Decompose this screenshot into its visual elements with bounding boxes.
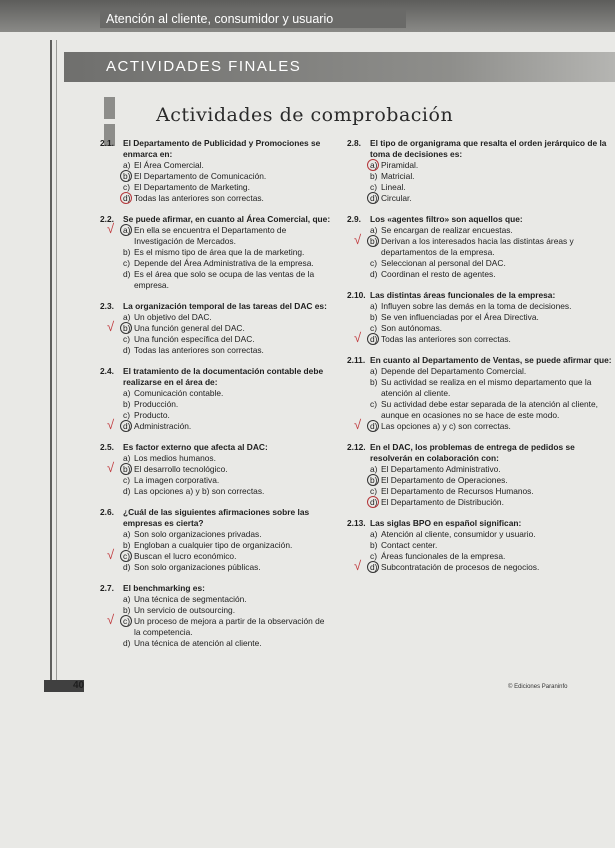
question-number: 2.13. — [347, 518, 366, 528]
question-number: 2.5. — [100, 442, 114, 452]
option-text: Áreas funcionales de la empresa. — [381, 551, 506, 561]
option-letter: a) — [123, 594, 131, 604]
answer-option — [107, 221, 332, 247]
option-text: Depende del Departamento Comercial. — [381, 366, 527, 376]
option-text: Matricial. — [381, 171, 415, 181]
option-letter: c) — [370, 258, 377, 268]
option-text: Es el área que solo se ocupa de las ventas de la empresa. — [134, 269, 315, 290]
question-text: El Departamento de Publicidad y Promociones se enmarca en: — [123, 138, 321, 159]
question-text: En cuanto al Departamento de Ventas, se puede afirmar que: — [370, 355, 612, 365]
option-text: Todas las anteriores son correctas. — [134, 345, 264, 355]
question-header — [347, 355, 612, 366]
option-text: La imagen corporativa. — [134, 475, 220, 485]
answer-option — [123, 540, 332, 551]
option-text: Todas las anteriores son correctas. — [381, 334, 511, 344]
option-letter: b) — [123, 399, 131, 409]
question-text: Las distintas áreas funcionales de la empresa: — [370, 290, 556, 300]
question-number: 2.12. — [347, 442, 366, 452]
question — [347, 355, 612, 432]
option-text: Las opciones a) y c) son correctas. — [381, 421, 511, 431]
option-letter: c) — [123, 551, 134, 562]
option-text: Administración. — [134, 421, 192, 431]
option-letter: c) — [370, 399, 377, 409]
answer-option — [354, 417, 612, 432]
section-title: ACTIVIDADES FINALES — [106, 58, 302, 75]
question — [347, 518, 612, 573]
option-letter: d) — [123, 421, 134, 432]
question-number: 2.3. — [100, 301, 114, 311]
option-letter: c) — [370, 323, 377, 333]
option-letter: d) — [370, 193, 381, 204]
option-letter: b) — [370, 171, 378, 181]
option-letter: d) — [370, 562, 381, 573]
option-letter: c) — [123, 410, 130, 420]
option-text: Un proceso de mejora a partir de la observación de la competencia. — [134, 616, 325, 637]
option-text: Un servicio de outsourcing. — [134, 605, 236, 615]
option-text: Depende del Área Administrativa de la empresa. — [134, 258, 314, 268]
option-text: Lineal. — [381, 182, 406, 192]
option-letter: a) — [123, 453, 131, 463]
question-number: 2.10. — [347, 290, 366, 300]
answer-option — [370, 193, 612, 204]
option-letter: d) — [123, 638, 131, 648]
margin-rule-thin — [56, 40, 57, 690]
question — [100, 583, 332, 649]
option-letter: a) — [370, 366, 378, 376]
answer-option — [370, 497, 612, 508]
answer-option — [123, 388, 332, 399]
option-letter: a) — [123, 160, 131, 170]
question-number: 2.6. — [100, 507, 114, 517]
answer-option — [354, 558, 612, 573]
header-title: Atención al cliente, consumidor y usuario — [100, 10, 406, 28]
answer-option — [370, 366, 612, 377]
check-mark-icon: √ — [107, 221, 115, 236]
answer-option — [123, 312, 332, 323]
option-letter: b) — [123, 540, 131, 550]
question-header — [347, 214, 612, 225]
option-text: Subcontratación de procesos de negocios. — [381, 562, 540, 572]
answer-option — [370, 377, 612, 399]
margin-rule — [50, 40, 52, 690]
answer-option — [107, 612, 332, 638]
check-mark-icon: √ — [354, 417, 362, 432]
answer-option — [123, 486, 332, 497]
question-text: Los «agentes filtro» son aquellos que: — [370, 214, 523, 224]
answer-option — [123, 258, 332, 269]
question-header — [100, 583, 332, 594]
question — [100, 442, 332, 497]
left-column — [100, 138, 332, 659]
question-header — [347, 290, 612, 301]
answer-option — [107, 319, 332, 334]
option-letter: d) — [123, 486, 131, 496]
answer-option — [123, 334, 332, 345]
option-letter: a) — [123, 225, 134, 247]
option-text: Seleccionan al personal del DAC. — [381, 258, 506, 268]
answer-option — [370, 160, 612, 171]
page-number: 40 — [73, 680, 85, 691]
question-text: Se puede afirmar, en cuanto al Área Comercial, que: — [123, 214, 331, 224]
option-letter: a) — [370, 301, 378, 311]
question — [100, 138, 332, 204]
option-letter: a) — [123, 529, 131, 539]
option-letter: c) — [123, 616, 134, 638]
question-text: Es factor externo que afecta al DAC: — [123, 442, 268, 452]
option-text: Todas las anteriores son correctas. — [134, 193, 264, 203]
option-text: El Departamento de Recursos Humanos. — [381, 486, 534, 496]
question-header — [100, 138, 332, 160]
answer-option — [370, 540, 612, 551]
check-mark-icon: √ — [107, 460, 115, 475]
question-header — [100, 214, 332, 225]
check-mark-icon: √ — [107, 417, 115, 432]
answer-option — [107, 460, 332, 475]
answer-option — [123, 247, 332, 258]
option-text: Una técnica de atención al cliente. — [134, 638, 262, 648]
option-letter: d) — [123, 562, 131, 572]
option-letter: b) — [370, 236, 381, 258]
answer-option — [370, 269, 612, 280]
question-number: 2.9. — [347, 214, 361, 224]
question-header — [100, 507, 332, 529]
option-letter: d) — [370, 269, 378, 279]
option-text: Comunicación contable. — [134, 388, 224, 398]
option-letter: b) — [370, 377, 378, 387]
answer-option — [370, 399, 612, 421]
option-text: El Departamento Administrativo. — [381, 464, 501, 474]
option-letter: a) — [370, 529, 378, 539]
option-letter: b) — [123, 247, 131, 257]
question — [100, 507, 332, 573]
option-text: Son solo organizaciones públicas. — [134, 562, 261, 572]
answer-option — [370, 301, 612, 312]
question-header — [100, 301, 332, 312]
question — [100, 214, 332, 291]
question — [347, 138, 612, 204]
option-text: El Departamento de Marketing. — [134, 182, 250, 192]
answer-option — [123, 410, 332, 421]
answer-option — [123, 594, 332, 605]
option-text: Se encargan de realizar encuestas. — [381, 225, 513, 235]
answer-option — [123, 269, 332, 291]
option-letter: b) — [370, 475, 381, 486]
option-letter: a) — [370, 160, 381, 171]
option-text: Son autónomas. — [381, 323, 442, 333]
answer-option — [123, 638, 332, 649]
question — [100, 301, 332, 356]
option-text: Circular. — [381, 193, 412, 203]
answer-option — [370, 323, 612, 334]
question-text: En el DAC, los problemas de entrega de pedidos se resolverán en colaboración con: — [370, 442, 575, 463]
answer-option — [370, 486, 612, 497]
option-letter: c) — [123, 258, 130, 268]
answer-option — [370, 529, 612, 540]
question-text: ¿Cuál de las siguientes afirmaciones sobre las empresas es cierta? — [123, 507, 310, 528]
question-number: 2.7. — [100, 583, 114, 593]
option-text: Derivan a los interesados hacia las distintas áreas y departamentos de la empresa. — [381, 236, 574, 257]
option-text: Buscan el lucro económico. — [134, 551, 237, 561]
question-number: 2.4. — [100, 366, 114, 376]
option-text: Los medios humanos. — [134, 453, 216, 463]
check-mark-icon: √ — [107, 319, 115, 334]
question-header — [100, 366, 332, 388]
option-text: Engloban a cualquier tipo de organización. — [134, 540, 293, 550]
option-letter: c) — [123, 182, 130, 192]
option-text: Una técnica de segmentación. — [134, 594, 247, 604]
option-letter: d) — [123, 269, 131, 279]
option-text: El Departamento de Distribución. — [381, 497, 504, 507]
check-mark-icon: √ — [107, 547, 115, 562]
answer-option — [123, 399, 332, 410]
check-mark-icon: √ — [354, 330, 362, 345]
answer-option — [370, 171, 612, 182]
answer-option — [123, 193, 332, 204]
question-number: 2.11. — [347, 355, 366, 365]
answer-option — [370, 182, 612, 193]
question — [347, 442, 612, 508]
check-mark-icon: √ — [354, 558, 362, 573]
answer-option — [370, 312, 612, 323]
option-text: El Departamento de Comunicación. — [134, 171, 267, 181]
option-text: El desarrollo tecnológico. — [134, 464, 228, 474]
answer-option — [107, 547, 332, 562]
question-number: 2.8. — [347, 138, 361, 148]
option-letter: d) — [370, 421, 381, 432]
question-header — [347, 138, 612, 160]
check-mark-icon: √ — [354, 232, 362, 247]
option-letter: b) — [123, 171, 134, 182]
question-text: La organización temporal de las tareas del DAC es: — [123, 301, 327, 311]
question — [347, 290, 612, 345]
option-text: Un objetivo del DAC. — [134, 312, 212, 322]
option-letter: a) — [370, 225, 378, 235]
option-text: Una función específica del DAC. — [134, 334, 255, 344]
option-text: El Área Comercial. — [134, 160, 204, 170]
option-letter: c) — [370, 486, 377, 496]
answer-option — [354, 330, 612, 345]
option-text: Producto. — [134, 410, 170, 420]
option-text: Su actividad debe estar separada de la atención al cliente, aunque en ocasiones no se hace de este modo. — [381, 399, 598, 420]
option-letter: d) — [123, 193, 134, 204]
question-number: 2.1. — [100, 138, 114, 148]
option-text: Se ven influenciadas por el Área Directiva. — [381, 312, 539, 322]
answer-option — [123, 345, 332, 356]
option-text: Su actividad se realiza en el mismo departamento que la atención al cliente. — [381, 377, 592, 398]
answer-option — [370, 475, 612, 486]
option-letter: b) — [370, 540, 378, 550]
option-letter: c) — [370, 551, 377, 561]
option-text: Contact center. — [381, 540, 438, 550]
option-letter: d) — [370, 497, 381, 508]
option-letter: c) — [370, 182, 377, 192]
option-text: Influyen sobre las demás en la toma de decisiones. — [381, 301, 572, 311]
option-letter: c) — [123, 475, 130, 485]
answer-option — [123, 160, 332, 171]
answer-option — [370, 551, 612, 562]
answer-option — [370, 225, 612, 236]
option-text: Atención al cliente, consumidor y usuario. — [381, 529, 536, 539]
option-letter: c) — [123, 334, 130, 344]
answer-option — [123, 182, 332, 193]
question-header — [100, 442, 332, 453]
option-text: Las opciones a) y b) son correctas. — [134, 486, 265, 496]
answer-option — [354, 232, 612, 258]
option-text: El Departamento de Operaciones. — [381, 475, 508, 485]
answer-option — [123, 605, 332, 616]
option-letter: a) — [123, 388, 131, 398]
copyright: © Ediciones Paraninfo — [508, 684, 568, 690]
answer-option — [123, 453, 332, 464]
answer-option — [123, 529, 332, 540]
answer-option — [123, 171, 332, 182]
option-text: Es el mismo tipo de área que la de marketing. — [134, 247, 305, 257]
option-letter: b) — [123, 464, 134, 475]
option-letter: d) — [370, 334, 381, 345]
question-header — [347, 518, 612, 529]
question-text: El benchmarking es: — [123, 583, 205, 593]
question-text: El tratamiento de la documentación contable debe realizarse en el área de: — [123, 366, 324, 387]
answer-option — [123, 475, 332, 486]
question — [347, 214, 612, 280]
option-text: Son solo organizaciones privadas. — [134, 529, 262, 539]
option-letter: a) — [123, 312, 131, 322]
section-subtitle: Actividades de comprobación — [156, 104, 454, 126]
option-text: Piramidal. — [381, 160, 419, 170]
answer-option — [123, 562, 332, 573]
option-text: Producción. — [134, 399, 179, 409]
answer-option — [107, 417, 332, 432]
question-number: 2.2. — [100, 214, 114, 224]
question — [100, 366, 332, 432]
option-text: En ella se encuentra el Departamento de Investigación de Mercados. — [134, 225, 287, 246]
option-letter: b) — [370, 312, 378, 322]
answer-option — [370, 464, 612, 475]
option-letter: d) — [123, 345, 131, 355]
section-blocks-icon — [104, 97, 130, 119]
option-letter: a) — [370, 464, 378, 474]
check-mark-icon: √ — [107, 612, 115, 627]
question-header — [347, 442, 612, 464]
question-text: El tipo de organigrama que resalta el orden jerárquico de la toma de decisiones es: — [370, 138, 607, 159]
answer-option — [370, 258, 612, 269]
option-text: Una función general del DAC. — [134, 323, 245, 333]
question-text: Las siglas BPO en español significan: — [370, 518, 522, 528]
option-letter: b) — [123, 605, 131, 615]
right-column — [347, 138, 612, 583]
option-text: Coordinan el resto de agentes. — [381, 269, 496, 279]
option-letter: b) — [123, 323, 134, 334]
